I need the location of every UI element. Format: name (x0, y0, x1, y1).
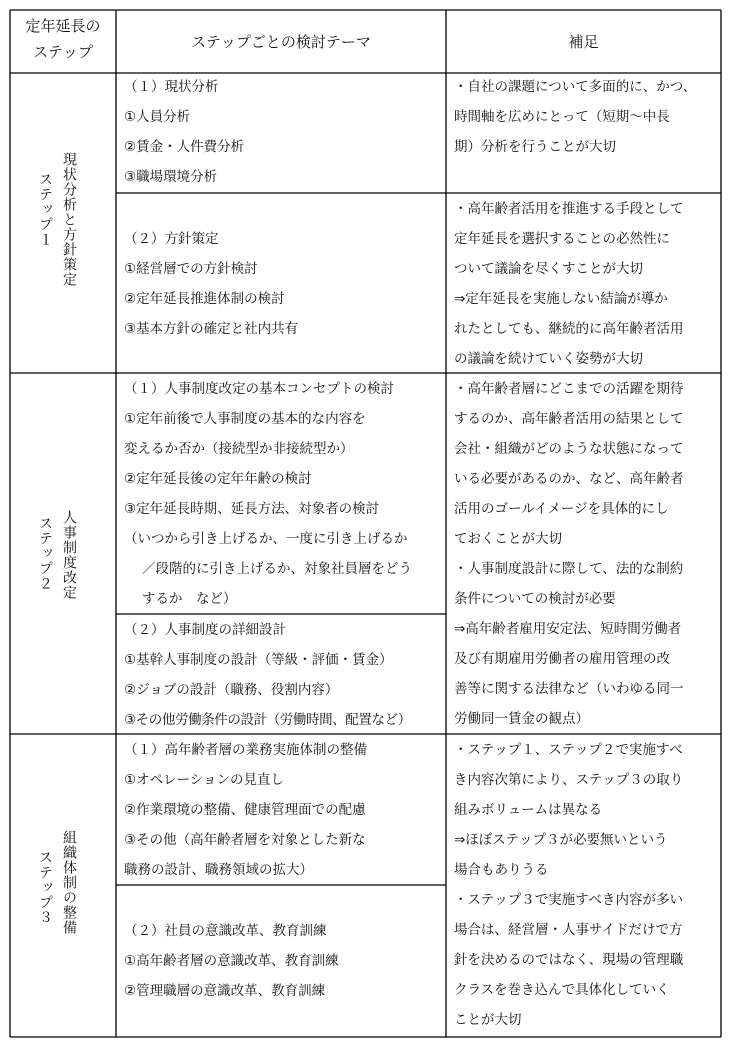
note-line: ことが大切 (454, 1012, 522, 1028)
note-line: ・自社の課題について多面的に、かつ、 (454, 79, 697, 95)
step-2-topic-1 (124, 374, 412, 614)
note-line: 労働同一賃金の観点） (454, 711, 589, 727)
topic-line: ②作業環境の整備、健康管理面での配慮 (124, 802, 366, 818)
topic-line: （２）方針策定 (124, 231, 219, 247)
note-line: ⇒高年齢者雇用安定法、短時間労働者 (454, 621, 682, 637)
step-2-note (454, 374, 684, 734)
step-2-label (36, 510, 78, 600)
note-line: 条件についての検討が必要 (454, 591, 616, 607)
topic-line: ／段階的に引き上げるか、対象社員層をどう (142, 561, 412, 577)
note-line: 活用のゴールイメージを具体的にし (454, 501, 669, 517)
step-1-topic-1 (124, 72, 244, 192)
step-1-note-1 (454, 72, 696, 162)
topic-line: ①高年齢者層の意識改革、教育訓練 (124, 953, 339, 969)
note-line: 定年延長を選択することの必然性に (454, 231, 670, 247)
step-2-title: 人事制度改定 (61, 510, 77, 600)
note-line: いる必要があるのか、など、高年齢者 (454, 471, 684, 487)
note-line: ておくことが大切 (454, 531, 562, 547)
note-line: クラスを巻き込んで具体化していく (454, 982, 670, 998)
topic-line: ①定年前後で人事制度の基本的な内容を (124, 411, 366, 427)
note-line: ・人事制度設計に際して、法的な制約 (454, 561, 684, 577)
step-3-title: 組織体制の整備 (61, 830, 77, 935)
note-line: 時間軸を広めにとって（短期～中長 (454, 109, 670, 125)
header-note-column: 補足 (568, 33, 599, 51)
header-theme-column: ステップごとの検討テーマ (191, 33, 371, 51)
note-line: 善等に関する法律など（いわゆる同一 (454, 681, 684, 697)
note-line: 針を決めるのではなく、現場の管理職 (454, 952, 684, 968)
topic-line: （いつから引き上げるか、一度に引き上げるか (124, 531, 408, 547)
note-line: き内容次第により、ステップ３の取り (454, 772, 684, 788)
topic-line: ①オペレーションの見直し (124, 772, 285, 788)
note-line: ・ステップ３で実施すべき内容が多い (454, 892, 683, 908)
topic-line: ②賃金・人件費分析 (124, 139, 245, 155)
step-3-note (454, 735, 683, 1035)
topic-line: （１）現状分析 (124, 79, 219, 95)
topic-line: ③職場環境分析 (124, 169, 218, 185)
step-1-topic-2 (124, 224, 298, 344)
topic-line: ②ジョブの設計（職務、役割内容） (124, 682, 339, 698)
step-1-label (36, 152, 78, 287)
note-line: 期）分析を行うことが大切 (454, 139, 616, 155)
topic-line: するか など） (142, 591, 237, 607)
topic-line: （１）高年齢者層の業務実施体制の整備 (124, 742, 367, 758)
topic-line: ①経営層での方針検討 (124, 261, 258, 277)
topic-line: ③基本方針の確定と社内共有 (124, 321, 299, 337)
step-1-number: ステップ１ (37, 172, 53, 247)
topic-line: ③定年延長時期、延長方法、対象者の検討 (124, 501, 380, 517)
topic-line: ②管理職層の意識改革、教育訓練 (124, 983, 326, 999)
step-3-topic-1 (124, 735, 367, 885)
topic-line: ③その他（高年齢者層を対象とした新な (124, 832, 366, 848)
topic-line: ①基幹人事制度の設計（等級・評価・賃金） (124, 652, 393, 668)
topic-line: （１）人事制度改定の基本コンセプトの検討 (124, 381, 394, 397)
topic-line: （２）社員の意識改革、教育訓練 (124, 923, 327, 939)
step-3-label (36, 830, 78, 935)
note-line: ・高年齢者層にどこまでの活躍を期待 (454, 381, 684, 397)
step-3-number: ステップ３ (37, 850, 53, 925)
note-line: ⇒ほぼステップ３が必要無いという (454, 832, 668, 848)
note-line: ⇒定年延長を実施しない結論が導か (454, 291, 668, 307)
topic-line: （２）人事制度の詳細設計 (124, 622, 286, 638)
step-1-title: 現状分析と方針策定 (61, 152, 77, 287)
step-2-topic-2 (124, 615, 411, 735)
topic-line: ②定年延長後の定年年齢の検討 (124, 471, 312, 487)
note-line: れたとしても、継続的に高年齢者活用 (454, 321, 684, 337)
topic-line: 職務の設計、職務領域の拡大） (124, 862, 313, 878)
step-2-number: ステップ２ (37, 516, 53, 591)
note-line: ・高年齢者活用を推進する手段として (454, 201, 684, 217)
note-line: ついて議論を尽くすことが大切 (454, 261, 643, 277)
note-line: ・ステップ１、ステップ２で実施すべ (454, 742, 683, 758)
topic-line: ①人員分析 (124, 109, 191, 125)
header-step-column (10, 10, 116, 73)
topic-line: ②定年延長推進体制の検討 (124, 291, 285, 307)
topic-line: 変えるか否か（接続型か非接続型か） (124, 441, 354, 457)
step-1-note-2 (454, 194, 684, 374)
note-line: 場合は、経営層・人事サイドだけで方 (454, 922, 683, 938)
note-line: 及び有期雇用労働者の雇用管理の改 (454, 651, 670, 667)
note-line: するのか、高年齢者活用の結果として (454, 411, 684, 427)
header-step-line-1: 定年延長の (25, 17, 101, 35)
note-line: 組みボリュームは異なる (454, 802, 603, 818)
step-3-topic-2 (124, 916, 339, 1006)
note-line: 会社・組織がどのような状態になって (454, 441, 684, 457)
header-step-line-2: ステップ (33, 43, 93, 61)
note-line: の議論を続けていく姿勢が大切 (454, 351, 643, 367)
note-line: 場合もありうる (454, 862, 549, 878)
topic-line: ③その他労働条件の設計（労働時間、配置など） (124, 712, 411, 728)
